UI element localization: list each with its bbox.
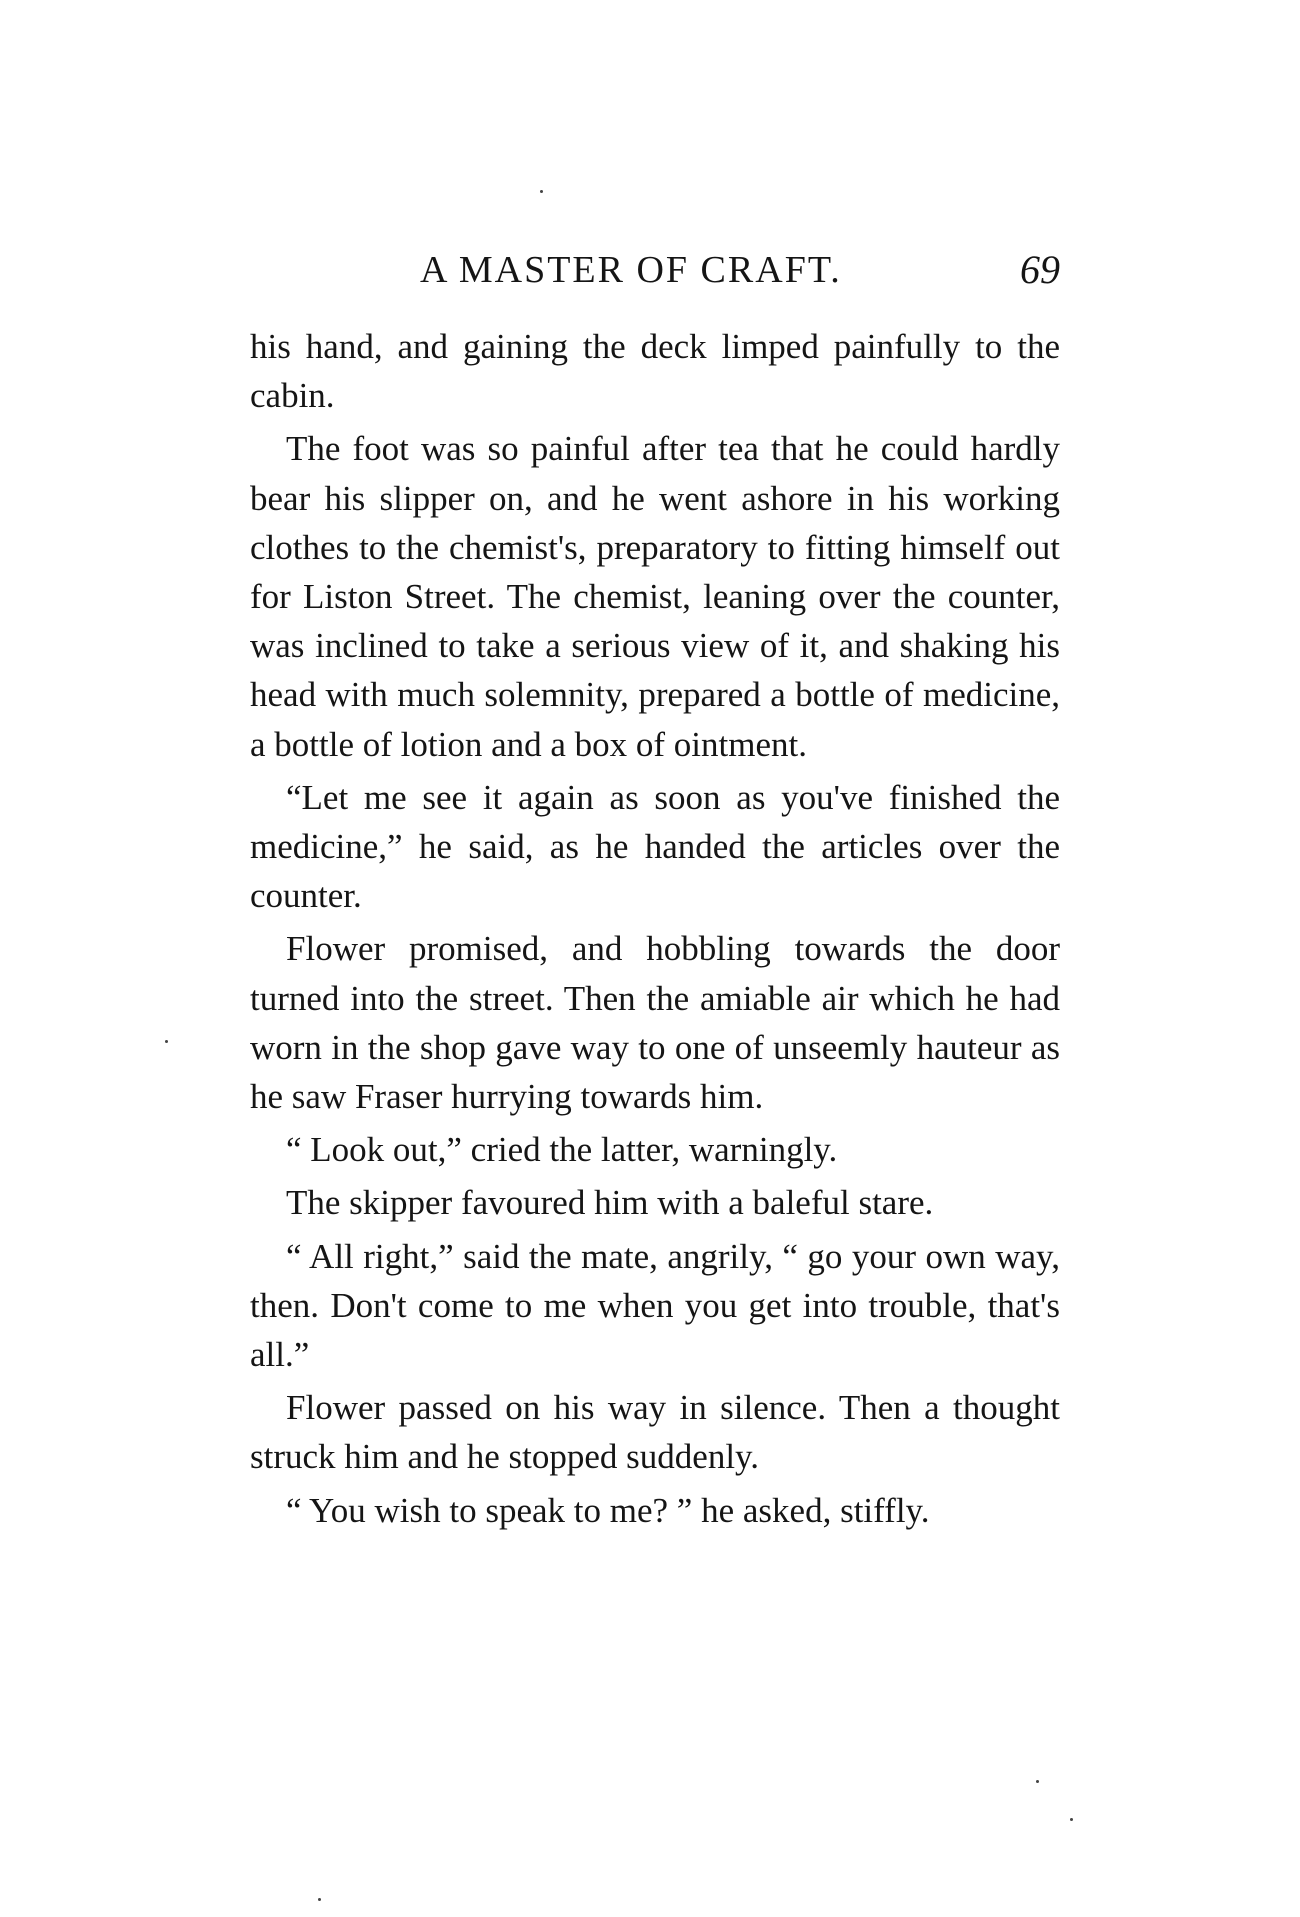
paper-speck [1070, 1818, 1073, 1821]
paragraph: “ Look out,” cried the latter, warningly. [286, 1130, 838, 1170]
page-number: 69 [1020, 247, 1060, 292]
paragraph: The foot was so painful after tea that he could hardly bear his slipper on, and he went ashore in his working clothes to the chemist's, preparatory to fitting himself out for Liston Street. The chemist, leaning over the counter, was inclined to take a serious view of it, and shaking his head with much solemnity, prepared a bottle of medicine, a bottle of lotion and a box of ointment. [250, 429, 1060, 764]
running-title: A MASTER OF CRAFT. [420, 249, 842, 291]
paragraph: “ You wish to speak to me? ” he asked, stiffly. [286, 1490, 930, 1530]
body-text [250, 322, 1060, 1539]
paper-speck [165, 1040, 168, 1043]
page-header [250, 245, 1060, 295]
paragraph: Flower promised, and hobbling towards the door turned into the street. Then the amiable air which he had worn in the shop gave way to one of unseemly hauteur as he saw Fraser hurrying towards him. [250, 929, 1060, 1117]
paragraph: Flower passed on his way in silence. Then a thought struck him and he stopped suddenly. [250, 1388, 1060, 1477]
paper-speck [540, 190, 543, 193]
paragraph: his hand, and gaining the deck limped painfully to the cabin. [250, 327, 1060, 416]
paragraph: “Let me see it again as soon as you've finished the medicine,” he said, as he handed the articles over the counter. [250, 777, 1060, 916]
paper-speck [318, 1898, 321, 1901]
paragraph: The skipper favoured him with a baleful stare. [286, 1183, 934, 1223]
paper-speck [1036, 1780, 1039, 1783]
paragraph: “ All right,” said the mate, angrily, “ go your own way, then. Don't come to me when you get into trouble, that's all.” [250, 1236, 1060, 1375]
